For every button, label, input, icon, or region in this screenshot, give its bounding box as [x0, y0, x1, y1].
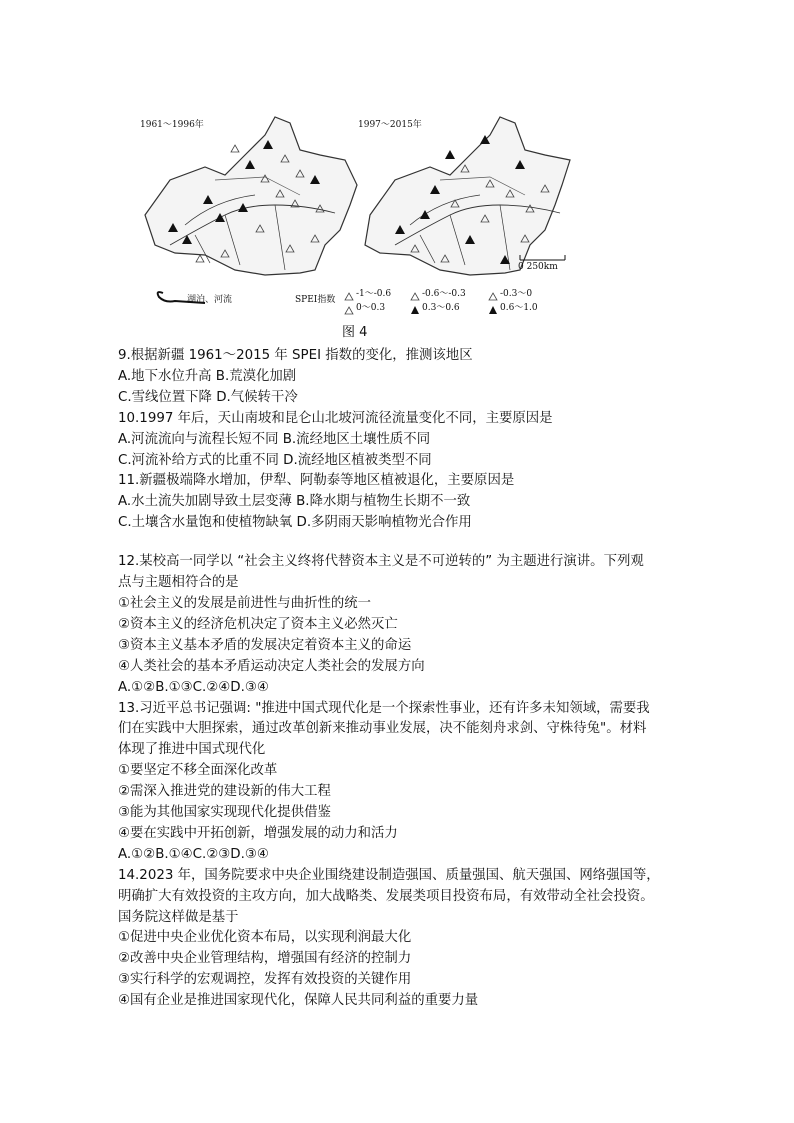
question-stem: 体现了推进中国式现代化	[118, 742, 266, 758]
scale-label: 0 250km	[518, 262, 558, 272]
question-option: C.雪线位置下降 D.气候转干冷	[118, 389, 298, 405]
legend-item: -1～-0.6	[356, 289, 392, 299]
question-option: ②资本主义的经济危机决定了资本主义必然灭亡	[118, 616, 398, 632]
map-2-title: 1997～2015年	[358, 120, 422, 130]
question-option: ③能为其他国家实现现代化提供借鉴	[118, 805, 331, 821]
question-11	[118, 471, 690, 534]
question-stem: 14.2023 年，国务院要求中央企业围绕建设制造强国、质量强国、航天强国、网络强国等，	[118, 867, 660, 883]
question-stem: 国务院这样做是基于	[118, 909, 239, 925]
question-option: ④要在实践中开拓创新，增强发展的动力和活力	[118, 825, 398, 841]
legend-item: 0.3～0.6	[422, 303, 460, 313]
question-13	[118, 699, 690, 866]
question-option: ②改善中央企业管理结构，增强国有经济的控制力	[118, 951, 412, 967]
legend-item: -0.6～-0.3	[422, 289, 466, 299]
legend-item: -0.3～0	[500, 289, 533, 299]
question-choices: A.①②B.①④C.②③D.③④	[118, 846, 269, 862]
question-stem: 们在实践中大胆探索，通过改革创新来推动事业发展，决不能刻舟求剑、守株待兔"。材料	[118, 721, 647, 737]
legend-spei-title: SPEI指数	[295, 295, 336, 305]
question-stem: 12.某校高一同学以 “社会主义终将代替资本主义是不可逆转的” 为主题进行演讲。下列观	[118, 554, 644, 570]
question-stem: 明确扩大有效投资的主攻方向，加大战略类、发展类项目投资布局，有效带动全社会投资。	[118, 888, 654, 904]
question-option: ①社会主义的发展是前进性与曲折性的统一	[118, 595, 372, 611]
map-1997-2015-outline	[365, 117, 570, 275]
question-stem: 13.习近平总书记强调: "推进中国式现代化是一个探索性事业，还有许多未知领域，需要我	[118, 700, 650, 716]
question-option: C.河流补给方式的比重不同 D.流经地区植被类型不同	[118, 452, 432, 468]
question-option: ①促进中央企业优化资本布局，以实现利润最大化	[118, 930, 412, 946]
question-option: ③实行科学的宏观调控，发挥有效投资的关键作用	[118, 972, 412, 988]
question-choices: A.①②B.①③C.②④D.③④	[118, 679, 269, 695]
question-stem: 点与主题相符合的是	[118, 575, 239, 591]
question-10	[118, 409, 690, 472]
question-stem: 10.1997 年后，天山南坡和昆仑山北坡河流径流量变化不同，主要原因是	[118, 410, 553, 426]
question-option: ③资本主义基本矛盾的发展决定着资本主义的命运	[118, 637, 412, 653]
question-option: C.土壤含水量饱和使植物缺氧 D.多阴雨天影响植物光合作用	[118, 515, 472, 531]
legend-item: 0.6～1.0	[500, 303, 538, 313]
question-9	[118, 346, 690, 409]
map-1961-1996-outline	[145, 117, 357, 275]
question-option: A.地下水位升高 B.荒漠化加剧	[118, 368, 297, 384]
question-14	[118, 866, 690, 1012]
question-option: A.河流流向与流程长短不同 B.流经地区土壤性质不同	[118, 431, 431, 447]
figure-4	[125, 105, 585, 340]
question-stem: 9.根据新疆 1961～2015 年 SPEI 指数的变化，推测该地区	[118, 348, 473, 363]
legend-lake-river: 湖泊、河流	[187, 295, 233, 305]
question-option: ④人类社会的基本矛盾运动决定人类社会的发展方向	[118, 658, 425, 674]
legend-item: 0～0.3	[356, 303, 386, 313]
question-option: ②需深入推进党的建设新的伟大工程	[118, 784, 331, 800]
question-option: ④国有企业是推进国家现代化，保障人民共同利益的重要力量	[118, 993, 479, 1009]
question-option: A.水土流失加剧导致土层变薄 B.降水期与植物生长期不一致	[118, 494, 471, 510]
question-list	[118, 346, 690, 1012]
question-12	[118, 552, 690, 698]
question-stem: 11.新疆极端降水增加，伊犁、阿勒泰等地区植被退化，主要原因是	[118, 473, 515, 489]
question-option: ①要坚定不移全面深化改革	[118, 763, 278, 779]
section-gap	[118, 534, 690, 552]
map-1-title: 1961～1996年	[140, 120, 204, 130]
figure-caption: 图 4	[342, 325, 368, 340]
